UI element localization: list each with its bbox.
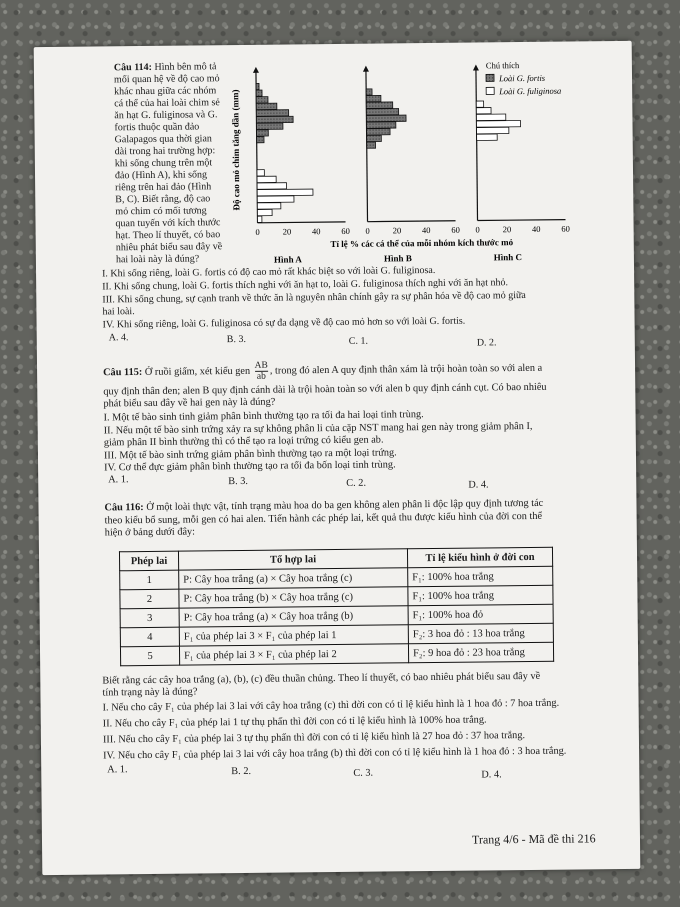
bar-g-fuliginosa [257, 216, 261, 222]
table-cell: 5 [120, 646, 179, 666]
panel-y-axis [476, 67, 478, 221]
table-cell: 3 [120, 608, 179, 628]
q114-line: Hình bên mô tả [154, 61, 217, 73]
table-header: Phép lai [119, 551, 178, 571]
exam-page [34, 41, 641, 875]
bar-g-fortis [366, 122, 395, 129]
bar-g-fortis [256, 83, 259, 89]
y-axis-label: Độ cao mỏ chim tăng dần (mm) [230, 89, 242, 211]
q114-line: hai loài này là đúng? [115, 253, 200, 266]
bar-g-fuliginosa [476, 108, 491, 114]
bar-g-fuliginosa [257, 209, 272, 215]
q116-line: theo kiểu bổ sung, mỗi gen có hai alen. Tiến hành các phép lai, kết quả thu được kiểu hình của đời con thể [104, 510, 543, 527]
q116-line: tính trạng này là đúng? [102, 686, 198, 699]
bar-g-fuliginosa [257, 170, 264, 176]
bar-g-fortis [366, 102, 392, 109]
bar-g-fortis [256, 103, 277, 109]
bar-g-fortis [366, 89, 372, 95]
bar-g-fortis [256, 110, 288, 117]
table-cell: 2 [120, 589, 179, 609]
table-cell: F₁ của phép lai 3 × F₁ của phép lai 2 [179, 644, 408, 665]
beak-depth-histogram [224, 51, 596, 270]
x-tick-label: 60 [341, 225, 350, 236]
table-header: Tổ hợp lai [178, 549, 407, 570]
q114-line: ăn hạt G. fuliginosa và G. [114, 109, 218, 122]
x-axis-label: Tỉ lệ % các cá thể của mỗi nhóm kích thước mỏ [330, 237, 514, 250]
bar-g-fuliginosa [477, 134, 498, 140]
panel-label: Hình C [493, 252, 523, 263]
q114-option-d[interactable]: D. 2. [476, 337, 497, 349]
table-cell: 1 [120, 570, 179, 590]
bar-g-fuliginosa [257, 203, 281, 209]
q115-line: phát biểu sau đây về hai gen này là đúng? [103, 396, 276, 410]
bar-g-fuliginosa [257, 176, 276, 182]
q115-line: quy định thân đen; alen B quy định cánh dài là trội hoàn toàn so với alen b quy định cánh cụt. Có bao nhiêu [103, 381, 547, 398]
bar-g-fortis [256, 116, 293, 123]
q115-statement: IV. Cơ thể đực giảm phân bình thường tạo ra tối đa bốn loại tinh trùng. [104, 459, 396, 474]
x-tick-label: 60 [561, 223, 570, 234]
q116-statement: IV. Nếu cho cây F₁ của phép lai 3 lai với cây hoa trắng (b) thì đời con có tỉ lệ kiểu hình là 1 hoa đỏ : 3 hoa trắng. [103, 745, 567, 762]
genotype-denominator: ab [256, 371, 266, 382]
q114-line: mỏ chim có mối tương [115, 205, 207, 218]
x-tick-label: 40 [531, 223, 541, 234]
axis-arrow-icon [473, 64, 479, 70]
q114-line: cá thể của hai loài chim sẻ [114, 97, 220, 110]
q116-option-b[interactable]: B. 2. [231, 765, 252, 778]
table-cell: P: Cây hoa trắng (a) × Cây hoa trắng (b) [179, 606, 408, 627]
table-cell: F₁ của phép lai 3 × F₁ của phép lai 1 [179, 625, 408, 646]
legend-item-fuliginosa: Loài G. fuliginosa [499, 85, 562, 97]
panel-x-axis [478, 220, 566, 221]
bar-g-fortis [367, 129, 391, 135]
table-cell: F₂: 3 hoa đỏ : 13 hoa trắng [408, 623, 553, 644]
bar-g-fuliginosa [477, 127, 509, 134]
q114-line: đảo (Hình A), khi sống [114, 169, 208, 182]
q115-label: Câu 115: [103, 366, 143, 379]
table-cell: F₁: 100% hoa đỏ [408, 604, 553, 625]
q114-statement: IV. Khi sống riêng, loài G. fuliginosa có sự đa dạng về độ cao mỏ hơn so với loài G. fortis. [102, 315, 466, 331]
q116-line: Biết rằng các cây hoa trắng (a), (b), (c) đều thuần chủng. Theo lí thuyết, có bao nhiêu phát biểu sau đây về [102, 670, 541, 687]
q114-line: riêng trên hai đảo (Hình [115, 181, 212, 194]
panel-label: Hình B [383, 253, 412, 264]
bar-g-fortis [256, 123, 282, 130]
bar-g-fortis [367, 135, 382, 141]
q114-line: Galapagos qua thời gian [114, 133, 212, 146]
bar-g-fuliginosa [476, 121, 520, 128]
bar-g-fortis [257, 130, 269, 136]
x-tick-label: 0 [475, 224, 480, 235]
q116-statement: III. Nếu cho cây F₁ của phép lai 3 tự thụ phấn thì đời con có tỉ lệ kiểu hình là 27 hoa đỏ : 37 hoa trắng. [102, 730, 526, 746]
q114-label: Câu 114: [113, 61, 153, 74]
q114-line: quan tuyến với kích thước [115, 217, 221, 230]
q114-line: khi sống chung trên một [114, 157, 213, 170]
x-tick-label: 60 [451, 224, 460, 235]
q116-option-d[interactable]: D. 4. [481, 769, 502, 781]
q115-statement: I. Một tế bào sinh tinh giảm phân bình thường tạo ra tối đa hai loại tinh trùng. [103, 409, 424, 424]
legend-item-fortis: Loài G. fortis [498, 72, 546, 84]
q116-line: hiện ở bảng dưới đây: [104, 526, 196, 539]
x-tick-label: 20 [502, 224, 512, 235]
q114-statement: II. Khi sống chung, loài G. fortis thích nghi với ăn hạt to, loài G. fuliginosa thích nghi với ăn hạt nhỏ. [102, 277, 509, 293]
genotype-numerator: AB [254, 360, 268, 371]
q114-line: khác nhau giữa các nhóm [114, 85, 217, 98]
q114-line: mối quan hệ về độ cao mỏ [113, 73, 220, 86]
q115-option-a[interactable]: A. 1. [108, 474, 129, 486]
q115-option-c[interactable]: C. 2. [346, 477, 367, 489]
table-cell: F₁: 100% hoa trắng [408, 585, 553, 606]
genotype-fraction [255, 361, 268, 382]
panel-x-axis [368, 221, 456, 222]
bar-g-fuliginosa [257, 183, 286, 190]
q114-statement: III. Khi sống chung, sự cạnh tranh về thức ăn là nguyên nhân chính gây ra sự phân hóa về độ cao mỏ giữa [102, 290, 526, 306]
cross-results-table [119, 547, 554, 667]
q115-statement: giảm phân II bình thường thì có thể tạo ra loại trứng có kiểu gen ab. [103, 434, 384, 449]
page-footer: Trang 4/6 - Mã đề thi 216 [471, 831, 596, 847]
table-cell: F₁: 100% hoa trắng [408, 566, 553, 587]
q115-statement: II. Nếu một tế bào sinh trứng xảy ra sự không phân li của cặp NST mang hai gen này trong giảm phân I, [103, 420, 533, 437]
axis-arrow-icon [363, 66, 369, 72]
q114-statement: hai loài. [102, 306, 135, 318]
q114-option-a[interactable]: A. 4. [108, 332, 129, 344]
bar-g-fuliginosa [476, 101, 483, 107]
q115-intro: Ở ruồi giấm, xét kiểu gen [144, 365, 251, 378]
x-tick-label: 40 [421, 225, 431, 236]
q114-option-b[interactable]: B. 3. [226, 333, 246, 346]
bar-g-fuliginosa [257, 196, 294, 203]
q114-line: nhiêu phát biểu sau đây về [115, 241, 223, 254]
q115-statement: III. Một tế bào sinh trứng giảm phân bình thường tạo ra một loại trứng. [103, 447, 397, 462]
q116-option-a[interactable]: A. 1. [107, 764, 128, 776]
table-cell: P: Cây hoa trắng (b) × Cây hoa trắng (c) [179, 587, 408, 608]
x-tick-label: 20 [282, 226, 292, 237]
q115-intro-cont: , trong đó alen A quy định thân xám là trội hoàn toàn so với alen a [269, 362, 543, 377]
q114-line: hạt. Theo lí thuyết, có bao [115, 229, 221, 242]
bar-g-fuliginosa [476, 114, 505, 121]
panel-label: Hình A [273, 254, 302, 265]
q116-label: Câu 116: [104, 502, 144, 514]
bar-g-fortis [256, 97, 268, 103]
table-cell: P: Cây hoa trắng (a) × Cây hoa trắng (c) [179, 568, 408, 589]
bar-g-fortis [367, 142, 376, 148]
q116-line: Ở một loài thực vật, tính trạng màu hoa do ba gen không alen phân li độc lập quy định tương tác [146, 497, 544, 513]
q116-statement: II. Nếu cho cây F₁ của phép lai 1 tự thụ phấn thì đời con có tỉ lệ kiểu hình là 100% hoa trắng. [102, 714, 487, 730]
table-header: Tỉ lệ kiểu hình ở đời con [407, 547, 552, 568]
bar-g-fortis [366, 95, 381, 101]
q115-option-b[interactable]: B. 3. [228, 475, 249, 488]
legend-swatch-fuliginosa [486, 87, 494, 94]
q114-line: fortis thuộc quần đảo [114, 121, 200, 134]
q116-option-c[interactable]: C. 3. [353, 767, 374, 779]
axis-arrow-icon [253, 67, 259, 73]
q114-statement: I. Khi sống riêng, loài G. fortis có độ cao mỏ rất khác biệt so với loài G. fuliginosa. [102, 264, 436, 280]
x-tick-label: 0 [365, 225, 370, 236]
bar-g-fuliginosa [257, 189, 313, 196]
x-tick-label: 0 [255, 226, 260, 237]
q114-option-c[interactable]: C. 1. [348, 335, 369, 347]
legend-title: Chú thích [485, 60, 520, 71]
table-cell: 4 [120, 627, 179, 647]
panel-x-axis [258, 222, 346, 223]
bar-g-fortis [257, 136, 264, 142]
q114-line: B, C). Biết rằng, độ cao [115, 193, 211, 206]
q116-statement: I. Nếu cho cây F₁ của phép lai 3 lai với cây hoa trắng (c) thì đời con có tỉ lệ kiểu hình là 1 hoa đỏ : 7 hoa trắng. [102, 697, 560, 714]
x-tick-label: 40 [311, 226, 321, 237]
bar-g-fortis [256, 90, 262, 96]
q115-option-d[interactable]: D. 4. [468, 479, 489, 491]
x-tick-label: 20 [392, 225, 402, 236]
table-cell: F₂: 9 hoa đỏ : 23 hoa trắng [408, 642, 553, 663]
bar-g-fortis [366, 109, 398, 116]
legend-swatch-fortis [486, 74, 494, 81]
table-row [120, 642, 553, 666]
q114-line: dài trong hai trường hợp: [114, 145, 216, 158]
bar-g-fortis [366, 115, 406, 122]
